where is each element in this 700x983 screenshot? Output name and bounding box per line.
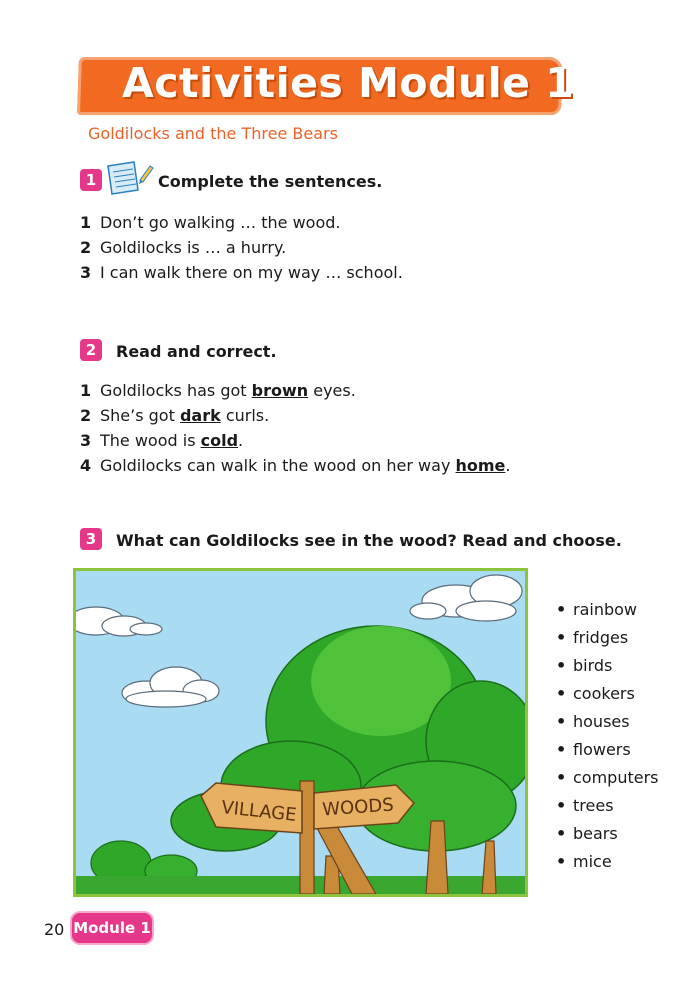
sign-village-label: VILLAGE <box>220 797 298 826</box>
module-tab: Module 1 <box>72 913 152 943</box>
exercise-2-instruction: Read and correct. <box>116 342 277 361</box>
list-item: • fridges <box>556 628 629 647</box>
exercise-1-number: 1 <box>80 169 102 191</box>
exercise-1-item: 2 Goldilocks is … a hurry. <box>80 238 287 257</box>
list-item: • houses <box>556 712 630 731</box>
exercise-2-item: 1 Goldilocks has got brown eyes. <box>80 381 356 400</box>
page-title: Activities Module 1 <box>122 59 575 107</box>
exercise-1-instruction: Complete the sentences. <box>158 172 383 191</box>
exercise-1-item: 3 I can walk there on my way … school. <box>80 263 403 282</box>
wood-illustration <box>73 568 528 897</box>
list-item: • bears <box>556 824 618 843</box>
list-item: • flowers <box>556 740 631 759</box>
page-subtitle: Goldilocks and the Three Bears <box>88 124 338 143</box>
exercise-3-instruction: What can Goldilocks see in the wood? Read and choose. <box>116 531 622 550</box>
exercise-1-item: 1 Don’t go walking … the wood. <box>80 213 341 232</box>
cloud-icon <box>76 607 162 636</box>
list-item: • birds <box>556 656 613 675</box>
exercise-2-item: 3 The wood is cold. <box>80 431 244 450</box>
underlined-word: dark <box>179 406 221 425</box>
underlined-word: brown <box>251 381 309 400</box>
exercise-2-number: 2 <box>80 339 102 361</box>
exercise-2-item: 2 She’s got dark curls. <box>80 406 270 425</box>
title-banner <box>78 57 575 115</box>
word-choice-list <box>556 596 659 876</box>
exercise-2-item: 4 Goldilocks can walk in the wood on her way home. <box>80 456 511 475</box>
list-item: • trees <box>556 796 614 815</box>
sign-woods-label: WOODS <box>321 794 395 821</box>
cloud-icon <box>122 667 219 707</box>
list-item: • rainbow <box>556 600 637 619</box>
exercise-3-number: 3 <box>80 528 102 550</box>
list-item: • mice <box>556 852 612 871</box>
list-item: • cookers <box>556 684 635 703</box>
list-item: • computers <box>556 768 659 787</box>
cloud-icon <box>410 575 522 621</box>
page-number: 20 <box>44 920 65 939</box>
underlined-word: home <box>455 456 506 475</box>
notebook-pencil-icon <box>104 160 154 196</box>
underlined-word: cold <box>200 431 239 450</box>
